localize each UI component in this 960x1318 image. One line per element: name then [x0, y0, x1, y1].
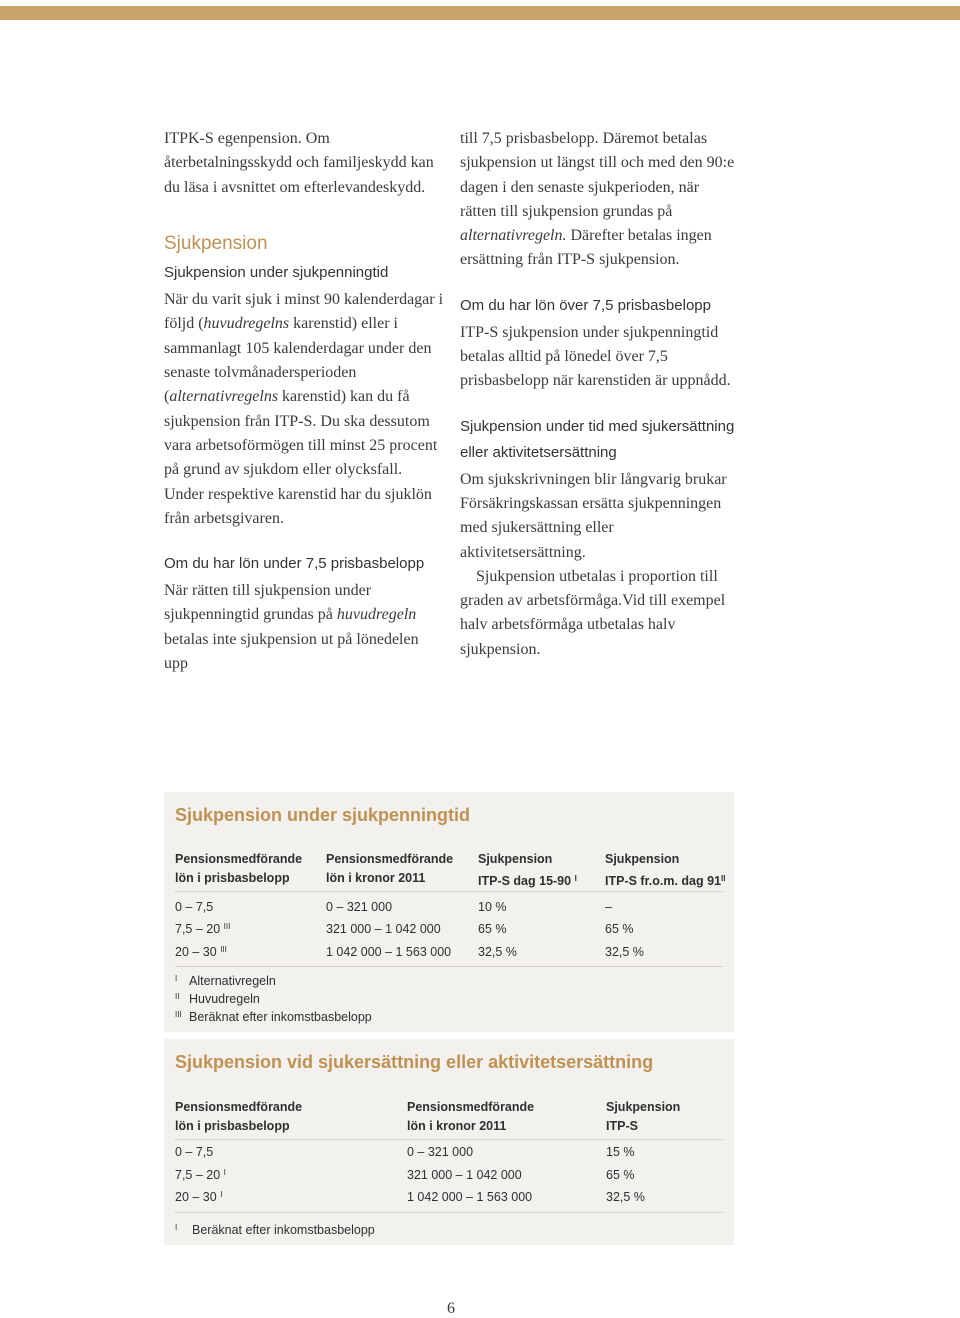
paragraph-huvudregeln: När rätten till sjukpension under sjukpenningtid grundas på huvudregeln betalas inte sjukpension ut på lönedelen upp [164, 582, 419, 673]
section-heading: Sjukpension [164, 232, 268, 254]
paragraph-forsakringskassan: Om sjukskrivningen blir långvarig brukar Försäkringskassan ersätta sjukpenningen med sjukersättning eller aktivitetsersättning. [460, 470, 727, 561]
footnote: $^{III}$ Beräknat efter inkomstbasbelopp [175, 1010, 372, 1024]
table1-header-rule [175, 891, 723, 892]
table2-title: Sjukpension vid sjukersättning eller aktivitetsersättning [175, 1052, 654, 1072]
table2-header-rule [175, 1139, 723, 1140]
table-sjukpenningtid [164, 792, 734, 1032]
table-cell: 32,5 % [605, 945, 644, 959]
left-column [164, 127, 446, 676]
right-column [460, 127, 736, 662]
table-cell: 321 000 – 1 042 000 [326, 922, 441, 936]
footnote: $^I$ Alternativregeln [175, 974, 276, 988]
footnote: $^{II}$ Huvudregeln [175, 992, 260, 1006]
table-cell: 32,5 % [478, 945, 517, 959]
table-cell: 65 % [478, 922, 507, 936]
table-cell: 32,5 % [606, 1190, 645, 1204]
table1-title: Sjukpension under sjukpenningtid [175, 805, 471, 825]
paragraph-proportion: Sjukpension utbetalas i proportion till graden av arbetsförmåga.Vid till exempel halv arbetsförmåga utbetalas halv sjukpension. [460, 567, 726, 658]
intro-paragraph: ITPK-S egenpension. Om återbetalningsskydd och familjeskydd kan du läsa i avsnittet om efterlevandeskydd. [164, 130, 434, 196]
table-cell: 7,5 – 20 $^{III}$ [175, 922, 231, 936]
table2-header-3: Sjukpension ITP-S [606, 1100, 681, 1133]
page-number: 6 [447, 1300, 455, 1317]
subheading-sjukpenningtid: Sjukpension under sjukpenningtid [164, 264, 389, 282]
table1-body-rule [175, 966, 723, 967]
top-accent-bar [0, 6, 960, 20]
table-cell: 1 042 000 – 1 563 000 [407, 1190, 533, 1204]
table-cell: 0 – 321 000 [326, 900, 393, 914]
table2-header-2: Pensionsmedförande lön i kronor 2011 [407, 1100, 535, 1133]
paragraph-karenstid: När du varit sjuk i minst 90 kalenderdagar i följd (huvudregelns karenstid) eller i sammanlagt 105 kalenderdagar under den senaste tolvmånadersperioden (alternativregelns karenstid) kan du få sjukpension från ITP-S. Du ska dessutom vara arbetsoförmögen till minst 25 procent på grund av sjukdom eller olycksfall. Under respektive karenstid har du sjuklön från arbetsgivaren. [164, 291, 444, 527]
table-cell: 65 % [605, 922, 634, 936]
table1-header-3: Sjukpension ITP-S dag 15-90 $^I$ [478, 852, 577, 888]
table2-body-rule [175, 1212, 723, 1213]
table-sjukersattning [164, 1039, 734, 1245]
subheading-lon-under: Om du har lön under 7,5 prisbasbelopp [164, 555, 425, 573]
table-cell: 20 – 30 $^{III}$ [175, 945, 227, 959]
table-cell: 0 – 7,5 [175, 1145, 214, 1159]
table1-header-4: Sjukpension ITP-S fr.o.m. dag $91^{II}$ [605, 852, 726, 888]
table-cell: 0 – 7,5 [175, 900, 214, 914]
subheading-lon-over: Om du har lön över 7,5 prisbasbelopp [460, 296, 711, 314]
table-cell: 0 – 321 000 [407, 1145, 474, 1159]
table-cell: 1 042 000 – 1 563 000 [326, 945, 452, 959]
table2-header-1: Pensionsmedförande lön i prisbasbelopp [175, 1100, 303, 1133]
table-cell: 65 % [606, 1168, 635, 1182]
table1-header-2: Pensionsmedförande lön i kronor 2011 [326, 852, 454, 885]
table-cell: 10 % [478, 900, 507, 914]
table-cell: 20 – 30 $^I$ [175, 1190, 223, 1204]
paragraph-alternativregeln: till 7,5 prisbasbelopp. Däremot betalas sjukpension ut längst till och med den 90:e dagen i den senaste sjukperioden, när rätten till sjukpension grundas på alternativregeln. Därefter betalas ingen ersättning från ITP-S sjukpension. [460, 130, 735, 269]
table-cell: – [605, 900, 612, 914]
footnote: $^I$ Beräknat efter inkomstbasbelopp [175, 1223, 375, 1237]
subheading-sjukersattning: Sjukpension under tid med sjukersättning eller aktivitetsersättning [460, 417, 735, 461]
table-cell: 321 000 – 1 042 000 [407, 1168, 522, 1182]
paragraph-lon-over: ITP-S sjukpension under sjukpenningtid betalas alltid på lönedel över 7,5 prisbasbelopp när karenstiden är uppnådd. [460, 323, 731, 390]
table1-header-1: Pensionsmedförande lön i prisbasbelopp [175, 852, 303, 885]
table-cell: 15 % [606, 1145, 635, 1159]
table-cell: 7,5 – 20 $^I$ [175, 1168, 226, 1182]
